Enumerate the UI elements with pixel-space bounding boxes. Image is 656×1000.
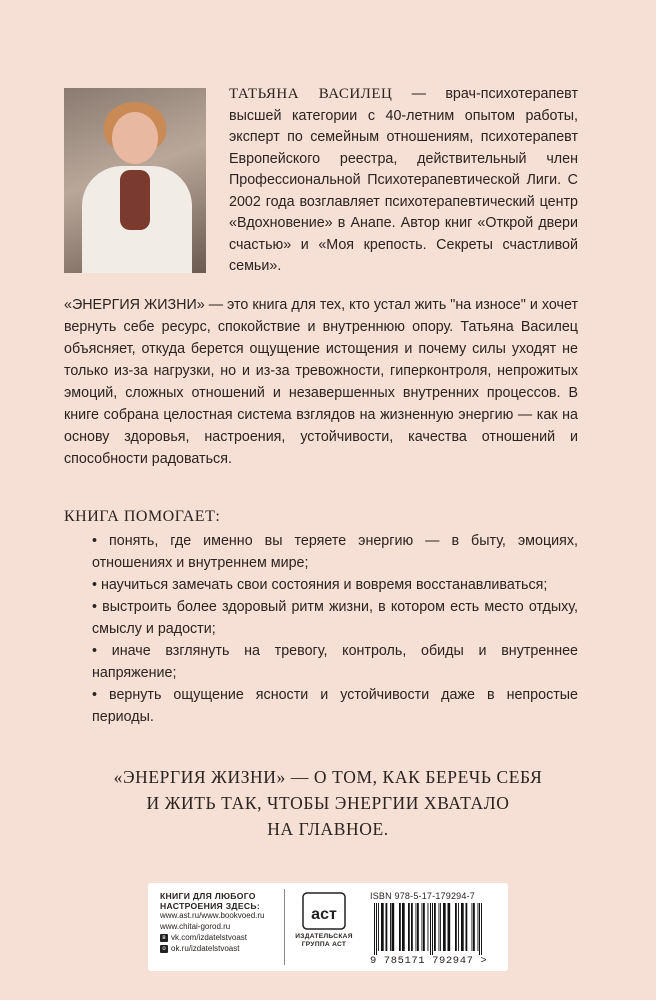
barcode-bar: [432, 903, 433, 955]
barcode-bar: [472, 903, 473, 951]
logo-mark-text: аст: [311, 906, 337, 923]
barcode-block: [370, 891, 500, 967]
barcode-bar: [374, 903, 375, 955]
barcode-bar: [448, 903, 451, 951]
barcode-bar: [422, 903, 423, 951]
barcode-bar: [430, 903, 431, 955]
social-link-ok[interactable]: [160, 943, 285, 954]
barcode-digits: 9 785171 792947 >: [370, 955, 488, 967]
barcode-bar: [376, 903, 377, 955]
shops-block: [160, 891, 285, 954]
isbn-number: ISBN 978-5-17-179294-7: [370, 891, 475, 901]
barcode-bar: [402, 903, 405, 951]
photo-scarf: [120, 170, 150, 230]
publisher-name: ИЗДАТЕЛЬСКАЯ: [295, 933, 353, 940]
ok-icon: о: [160, 945, 168, 953]
barcode-bar: [461, 903, 464, 951]
barcode-bar: [423, 903, 425, 951]
author-photo: [64, 88, 206, 273]
barcode-bar: [386, 903, 388, 951]
barcode-bar: [466, 903, 468, 951]
barcode-bar: [481, 903, 482, 955]
helps-item: • понять, где именно вы теряете энергию — в быту, эмоциях, отношениях и внутреннем мире;: [92, 530, 578, 574]
barcode-bar: [399, 903, 401, 951]
helps-item: • выстроить более здоровый ритм жизни, в котором есть место отдыху, смыслу и радости;: [92, 596, 578, 640]
barcode-bar: [390, 903, 391, 951]
barcode-bar: [392, 903, 395, 951]
author-bio-text: — врач-психотерапевт высшей категории с 40-летним опытом работы, эксперт по семейным отношениям, психотерапевт Европейского реестра, действительный член Профессиональной Психотерапевтической Лиги. С 2002 года возглавляет психотерапевтический центр «Вдохновение» в Анапе. Автор книг «Открой двери счастью» и «Моя крепость. Секреты счастливой семьи».: [229, 86, 578, 274]
barcode-bar: [473, 903, 475, 951]
shops-title: КНИГИ ДЛЯ ЛЮБОГО: [160, 891, 256, 901]
helps-item: • вернуть ощущение ясности и устойчивости даже в непростые периоды.: [92, 684, 578, 728]
barcode-bar: [411, 903, 413, 951]
quote-line: НА ГЛАВНОЕ.: [267, 819, 389, 839]
infobox-divider: [284, 889, 285, 965]
quote-line: И ЖИТЬ ТАК, ЧТОБЫ ЭНЕРГИИ ХВАТАЛО: [146, 793, 510, 813]
helps-list: [92, 530, 578, 728]
barcode-bar: [378, 903, 379, 951]
social-link-vk[interactable]: [160, 932, 285, 943]
barcode-bar: [381, 903, 384, 951]
helps-item: • научиться замечать свои состояния и вовремя восстанавливаться;: [92, 574, 578, 596]
social-link-text: ok.ru/izdatelstvoast: [171, 944, 240, 953]
barcode-bar: [479, 903, 480, 955]
publisher-name: ГРУППА АСТ: [301, 941, 347, 948]
barcode-bar: [408, 903, 410, 951]
barcode-bar: [428, 903, 429, 951]
barcode-bar: [434, 903, 436, 951]
photo-face: [112, 112, 158, 164]
barcode-bar: [439, 903, 440, 951]
author-bio: [229, 84, 578, 278]
publisher-infobox: [148, 883, 508, 971]
closing-quote: [64, 764, 592, 842]
ast-logo-icon: [301, 889, 347, 933]
shops-title: НАСТРОЕНИЯ ЗДЕСЬ:: [160, 901, 261, 911]
author-name: ТАТЬЯНА ВАСИЛЕЦ: [229, 86, 393, 102]
shop-link[interactable]: www.chitai-gorod.ru: [160, 921, 231, 931]
vk-icon: в: [160, 934, 168, 942]
helps-item: • иначе взглянуть на тревогу, контроль, обиды и внутреннее напряжение;: [92, 640, 578, 684]
barcode-bar: [416, 903, 417, 951]
barcode-bar: [440, 903, 441, 951]
social-link-text: vk.com/izdatelstvoast: [171, 933, 248, 942]
quote-line: «ЭНЕРГИЯ ЖИЗНИ» — О ТОМ, КАК БЕРЕЧЬ СЕБЯ: [113, 767, 543, 787]
shop-link[interactable]: www.ast.ru/www.bookvoed.ru: [160, 911, 265, 920]
barcode-icon: [370, 903, 498, 955]
publisher-logo: [290, 889, 358, 949]
barcode-bar: [478, 903, 479, 951]
barcode-bar: [443, 903, 446, 951]
barcode-bar: [417, 903, 419, 951]
barcode-bar: [455, 903, 457, 951]
helps-heading: КНИГА ПОМОГАЕТ:: [64, 508, 221, 525]
book-description: «ЭНЕРГИЯ ЖИЗНИ» — это книга для тех, кто устал жить "на износе" и хочет вернуть себе ресурс, спокойствие и внутреннюю опору. Татьяна Василец объясняет, откуда берется ощущение истощения и почему силы уходят не только из-за нагрузки, но и из-за тревожности, гиперконтроля, непрожитых эмоций, сложных отношений и незавершенных внутренних процессов. В книге собрана целостная система взглядов на жизненную энергию — как на основу здоровья, настроения, устойчивости, качества отношений и способности радоваться.: [64, 297, 578, 467]
barcode-bar: [458, 903, 459, 951]
